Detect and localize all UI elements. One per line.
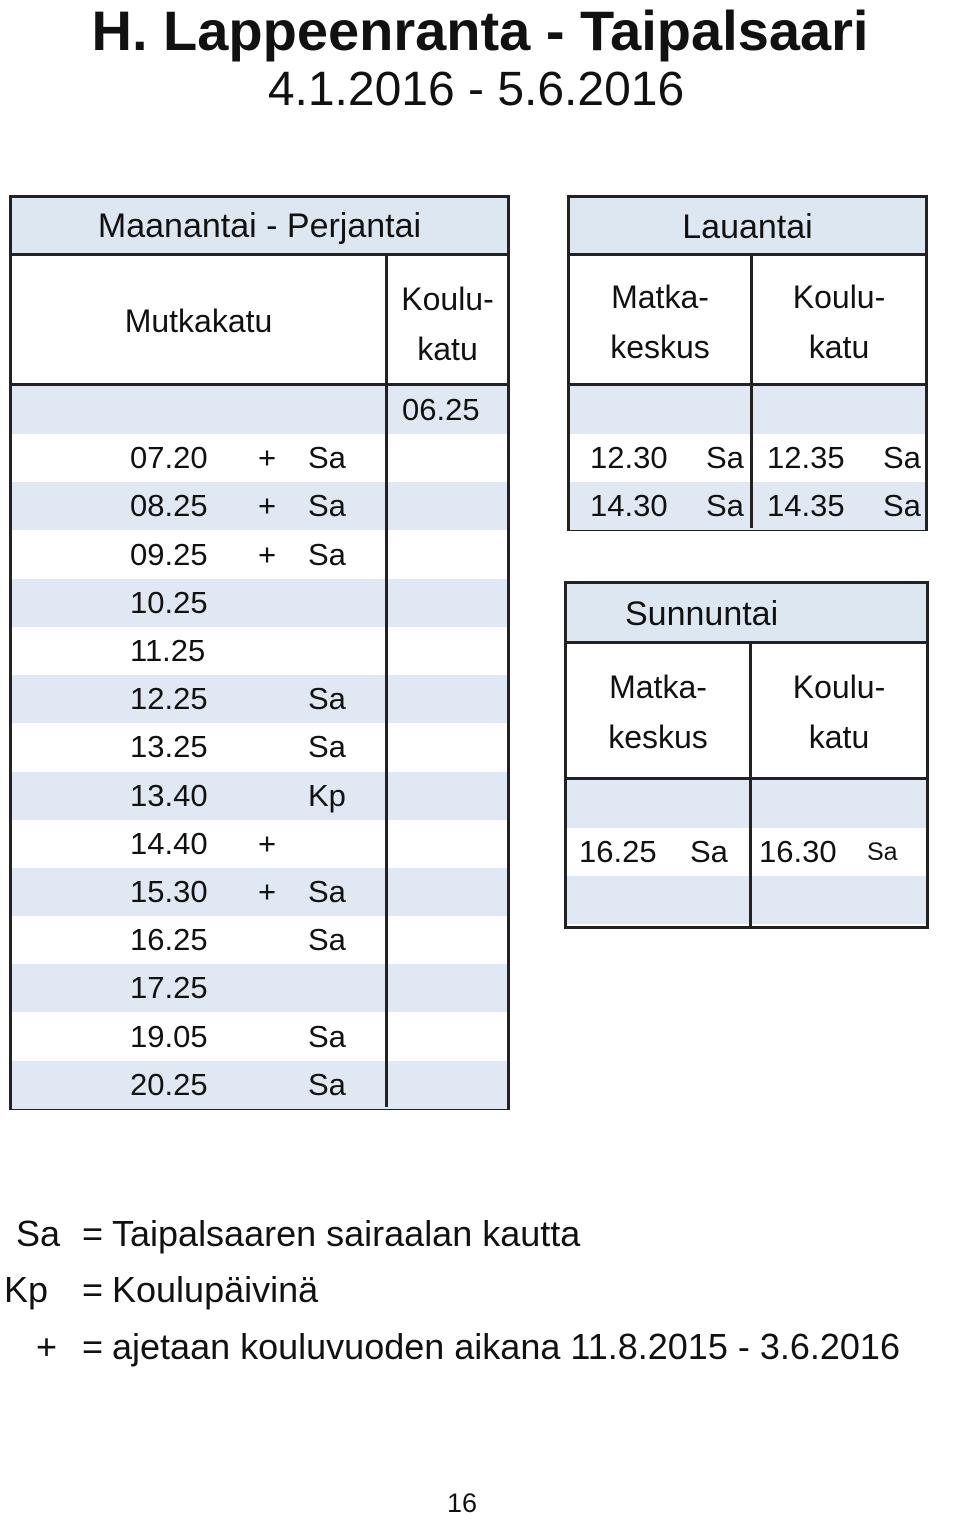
table-row	[12, 386, 507, 434]
page-number: 16	[446, 1488, 478, 1518]
table-row	[12, 482, 507, 530]
school-year-marker: +	[258, 488, 277, 524]
departure-time: 08.25	[130, 488, 208, 524]
route-note: Sa	[308, 1018, 346, 1054]
table-row	[12, 627, 507, 675]
table-row	[567, 780, 926, 828]
table-row	[12, 916, 507, 964]
weekday-column-divider	[385, 256, 388, 1107]
sunday-col-matkakeskus-line1: Matka-	[609, 669, 707, 705]
koulukatu-time: 14.35	[767, 488, 845, 524]
departure-time: 17.25	[130, 970, 208, 1006]
sunday-col-matkakeskus	[567, 662, 749, 762]
departure-time: 11.25	[130, 633, 206, 668]
departure-time: 20.25	[130, 1066, 208, 1102]
table-row	[570, 434, 925, 482]
departure-time: 13.25	[130, 729, 208, 765]
departure-time: 14.40	[130, 825, 208, 861]
matkakeskus-time: 12.30	[590, 440, 668, 476]
route-note: Sa	[690, 834, 728, 870]
route-note: Sa	[308, 874, 346, 909]
weekday-col-mutkakatu: Mutkakatu	[124, 303, 273, 339]
table-row	[12, 675, 507, 723]
departure-time: 09.25	[130, 536, 208, 572]
saturday-header: Lauantai	[570, 198, 925, 256]
matkakeskus-time: 16.25	[579, 834, 657, 870]
route-note: Kp	[308, 777, 346, 813]
weekday-timetable	[9, 195, 510, 1110]
route-note: Sa	[867, 838, 898, 867]
table-row	[12, 1013, 507, 1061]
saturday-col-matkakeskus	[570, 272, 750, 372]
weekday-header: Maanantai - Perjantai	[12, 198, 507, 256]
sunday-col-koulukatu-line1: Koulu-	[792, 669, 886, 705]
departure-time: 19.05	[130, 1018, 208, 1054]
validity-period: 4.1.2016 - 5.6.2016	[267, 63, 685, 116]
koulukatu-time: 06.25	[402, 392, 480, 427]
table-row	[570, 482, 925, 530]
legend-symbol: Sa	[16, 1213, 61, 1254]
route-note: Sa	[308, 729, 346, 765]
legend-symbol: Kp	[4, 1269, 49, 1310]
weekday-col-koulukatu-line1: Koulu-	[401, 281, 494, 317]
table-row	[12, 531, 507, 579]
legend-text: Koulupäivinä	[112, 1269, 319, 1310]
table-row	[567, 876, 926, 924]
departure-time: 07.20	[130, 440, 208, 476]
table-row	[570, 386, 925, 434]
table-row	[12, 868, 507, 916]
table-row	[12, 964, 507, 1012]
table-row	[12, 820, 507, 868]
school-year-marker: +	[258, 536, 277, 572]
departure-time: 15.30	[130, 874, 208, 909]
route-note: Sa	[883, 488, 921, 524]
legend-text: Taipalsaaren sairaalan kautta	[112, 1213, 581, 1254]
matkakeskus-time: 14.30	[590, 488, 668, 524]
route-note: Sa	[308, 681, 346, 717]
table-row	[12, 579, 507, 627]
table-row	[567, 828, 926, 876]
school-year-marker: +	[258, 874, 277, 909]
sunday-col-koulukatu	[752, 662, 926, 762]
sunday-column-divider	[749, 644, 752, 926]
koulukatu-time: 12.35	[767, 440, 845, 476]
saturday-col-matkakeskus-line2: keskus	[610, 329, 710, 365]
route-note: Sa	[308, 1066, 346, 1102]
table-row	[12, 1061, 507, 1109]
departure-time: 16.25	[130, 922, 208, 958]
sunday-col-matkakeskus-line2: keskus	[608, 719, 708, 755]
legend-text: ajetaan kouluvuoden aikana 11.8.2015 - 3.6.2016	[112, 1326, 900, 1367]
school-year-marker: +	[258, 440, 277, 476]
saturday-col-koulukatu	[753, 272, 925, 372]
sunday-timetable	[564, 581, 929, 929]
koulukatu-time: 16.30	[759, 834, 837, 870]
saturday-timetable	[567, 195, 928, 531]
legend-equals: =	[82, 1269, 104, 1310]
table-row	[12, 772, 507, 820]
route-note: Sa	[308, 922, 346, 958]
table-row	[12, 723, 507, 771]
sunday-header: Sunnuntai	[567, 584, 926, 644]
departure-time: 10.25	[130, 584, 208, 620]
sunday-col-koulukatu-line2: katu	[808, 719, 870, 755]
legend-equals: =	[82, 1213, 104, 1254]
legend-symbol: +	[36, 1326, 58, 1367]
departure-time: 12.25	[130, 681, 208, 717]
route-note: Sa	[308, 488, 346, 524]
saturday-col-koulukatu-line2: katu	[808, 329, 870, 365]
legend-equals: =	[82, 1326, 104, 1367]
route-note: Sa	[706, 488, 744, 524]
route-note: Sa	[308, 440, 346, 476]
route-note: Sa	[308, 536, 346, 572]
saturday-col-matkakeskus-line1: Matka-	[611, 279, 709, 315]
table-row	[12, 434, 507, 482]
saturday-col-koulukatu-line1: Koulu-	[792, 279, 886, 315]
weekday-col-koulukatu	[388, 274, 507, 374]
school-year-marker: +	[258, 825, 277, 861]
weekday-col-koulukatu-line2: katu	[417, 331, 478, 367]
page-title: H. Lappeenranta - Taipalsaari	[91, 0, 869, 62]
saturday-column-divider	[750, 256, 753, 528]
route-note: Sa	[706, 440, 744, 476]
route-note: Sa	[883, 440, 921, 476]
departure-time: 13.40	[130, 777, 208, 813]
